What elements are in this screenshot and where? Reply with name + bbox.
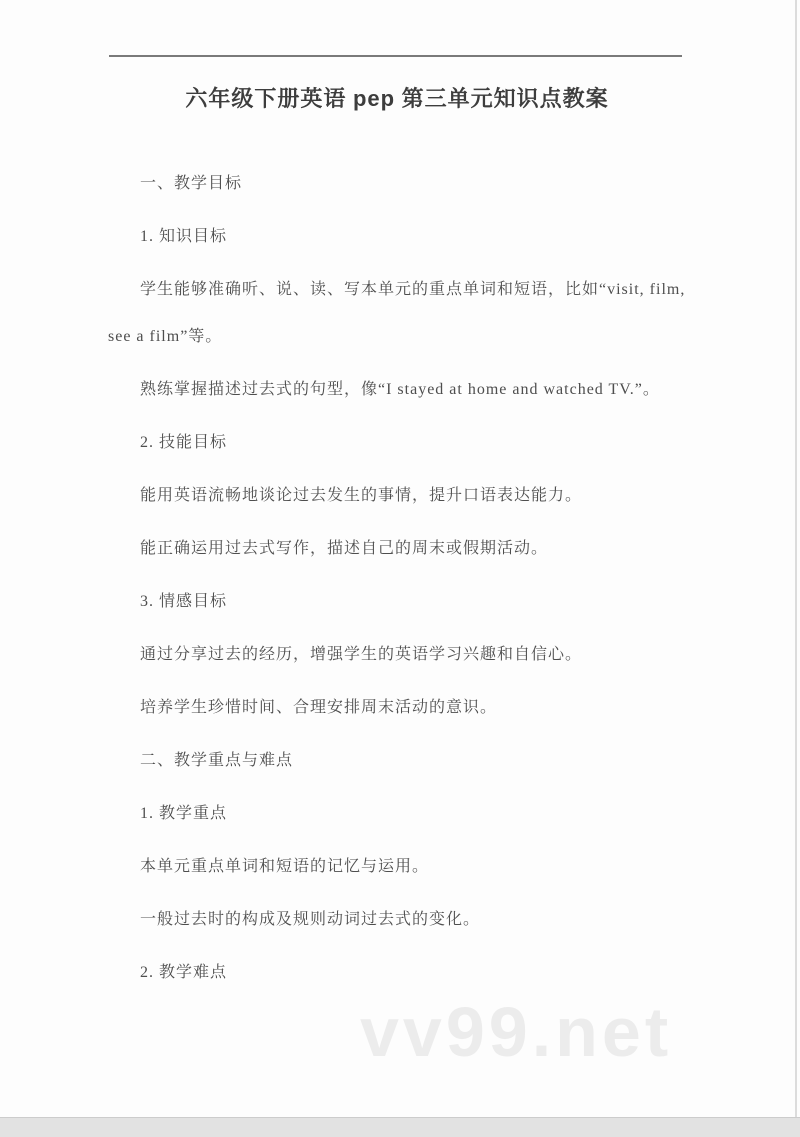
body-paragraph: 熟练掌握描述过去式的句型，像“I stayed at home and watched TV.”。 bbox=[140, 381, 660, 398]
title-suffix: 第三单元知识点教案 bbox=[395, 86, 609, 111]
bottom-scroll-strip bbox=[0, 1117, 800, 1137]
body-paragraph: 能正确运用过去式写作，描述自己的周末或假期活动。 bbox=[140, 540, 549, 557]
section-heading: 二、教学重点与难点 bbox=[140, 752, 294, 769]
title-prefix: 六年级下册英语 bbox=[185, 86, 353, 111]
body-paragraph: 能用英语流畅地谈论过去发生的事情，提升口语表达能力。 bbox=[140, 487, 583, 504]
title-highlight: pep bbox=[352, 86, 396, 111]
subsection-heading: 2. 技能目标 bbox=[140, 434, 228, 451]
subsection-heading: 3. 情感目标 bbox=[140, 593, 228, 610]
subsection-heading: 1. 教学重点 bbox=[140, 805, 228, 822]
body-paragraph: 通过分享过去的经历，增强学生的英语学习兴趣和自信心。 bbox=[140, 646, 583, 663]
document-page bbox=[108, 82, 686, 1002]
subsection-heading: 2. 教学难点 bbox=[140, 964, 228, 981]
section-heading: 一、教学目标 bbox=[140, 175, 243, 192]
body-paragraph: 一般过去时的构成及规则动词过去式的变化。 bbox=[140, 911, 481, 928]
subsection-heading: 1. 知识目标 bbox=[140, 228, 228, 245]
page-top-edge bbox=[109, 55, 682, 57]
body-paragraph: 学生能够准确听、说、读、写本单元的重点单词和短语，比如“visit, film, see a film”等。 bbox=[108, 281, 686, 345]
body-paragraph: 本单元重点单词和短语的记忆与运用。 bbox=[140, 858, 430, 875]
viewport-right-edge bbox=[795, 0, 797, 1137]
document-title bbox=[108, 82, 686, 116]
body-paragraph: 培养学生珍惜时间、合理安排周末活动的意识。 bbox=[140, 699, 498, 716]
watermark: vv99.net bbox=[360, 993, 673, 1071]
